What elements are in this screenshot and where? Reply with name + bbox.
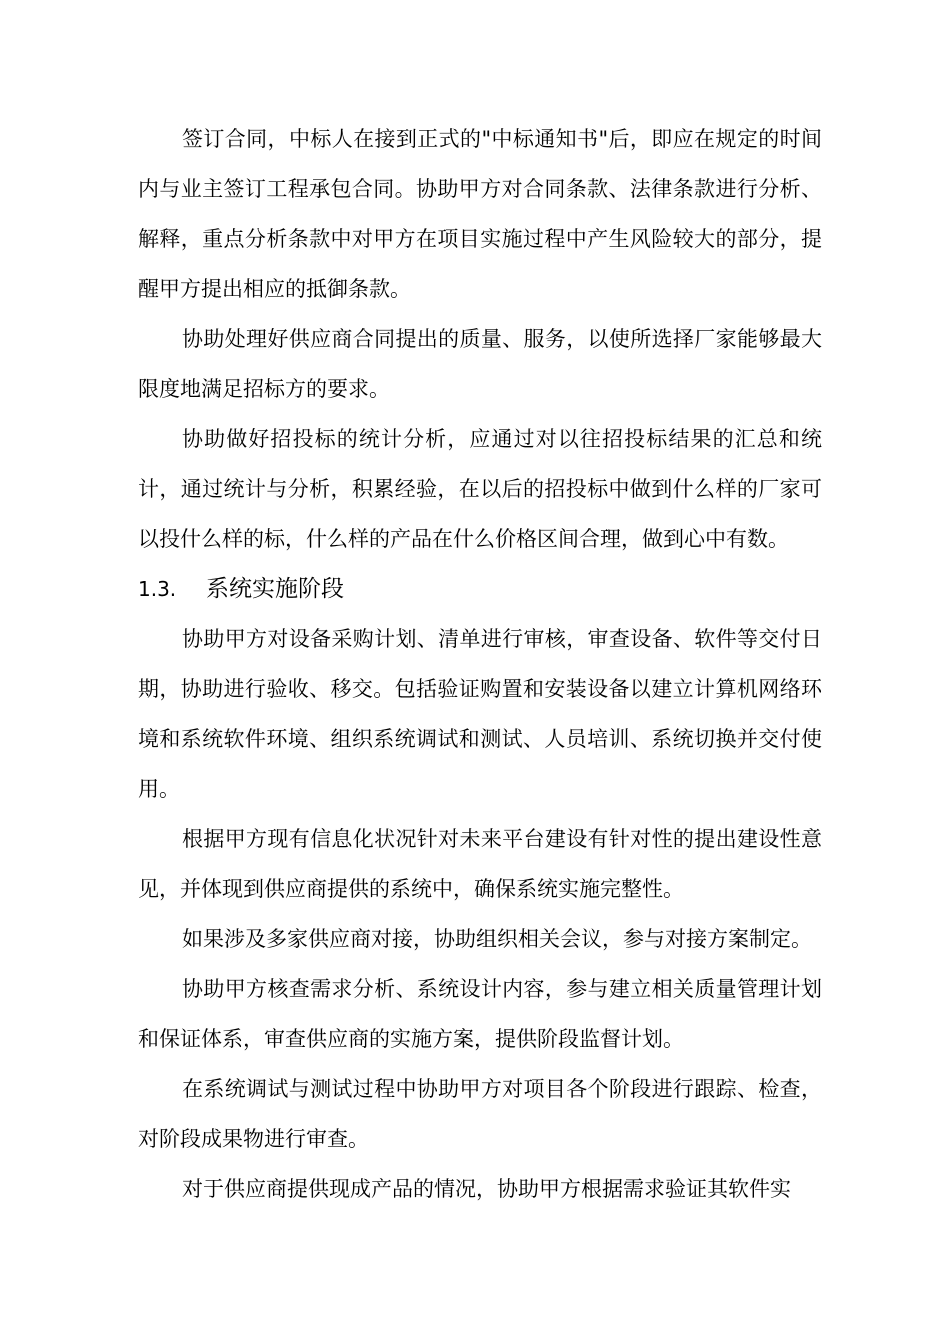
paragraph-testing-tracking: 在系统调试与测试过程中协助甲方对项目各个阶段进行跟踪、检查，对阶段成果物进行审查。: [138, 1077, 822, 1151]
document-body: [138, 114, 822, 1214]
paragraph-bidding-statistics: 协助做好招投标的统计分析，应通过对以往招投标结果的汇总和统计，通过统计与分析，积累经验，在以后的招投标中做到什么样的厂家可以投什么样的标，什么样的产品在什么价格区间合理，做到心中有数。: [138, 427, 822, 551]
paragraph-requirements-check: 协助甲方核查需求分析、系统设计内容，参与建立相关质量管理计划和保证体系，审查供应商的实施方案，提供阶段监督计划。: [138, 977, 822, 1051]
paragraph-contract-signing: 签订合同，中标人在接到正式的"中标通知书"后，即应在规定的时间内与业主签订工程承包合同。协助甲方对合同条款、法律条款进行分析、解释，重点分析条款中对甲方在项目实施过程中产生风险较大的部分，提醒甲方提出相应的抵御条款。: [138, 127, 822, 301]
section-title: 系统实施阶段: [206, 576, 344, 602]
paragraph-product-verification: 对于供应商提供现成产品的情况，协助甲方根据需求验证其软件实: [182, 1177, 791, 1201]
paragraph-informatization-advice: 根据甲方现有信息化状况针对未来平台建设有针对性的提出建设性意见，并体现到供应商提供的系统中，确保系统实施完整性。: [138, 827, 822, 901]
section-number: 1.3.: [138, 577, 177, 601]
section-heading: [138, 564, 822, 614]
paragraph-supplier-contract: 协助处理好供应商合同提出的质量、服务，以使所选择厂家能够最大限度地满足招标方的要求。: [138, 327, 822, 401]
paragraph-procurement-review: 协助甲方对设备采购计划、清单进行审核，审查设备、软件等交付日期，协助进行验收、移交。包括验证购置和安装设备以建立计算机网络环境和系统软件环境、组织系统调试和测试、人员培训、系统切换并交付使用。: [138, 627, 822, 801]
paragraph-multi-supplier: 如果涉及多家供应商对接，协助组织相关会议，参与对接方案制定。: [182, 927, 812, 951]
